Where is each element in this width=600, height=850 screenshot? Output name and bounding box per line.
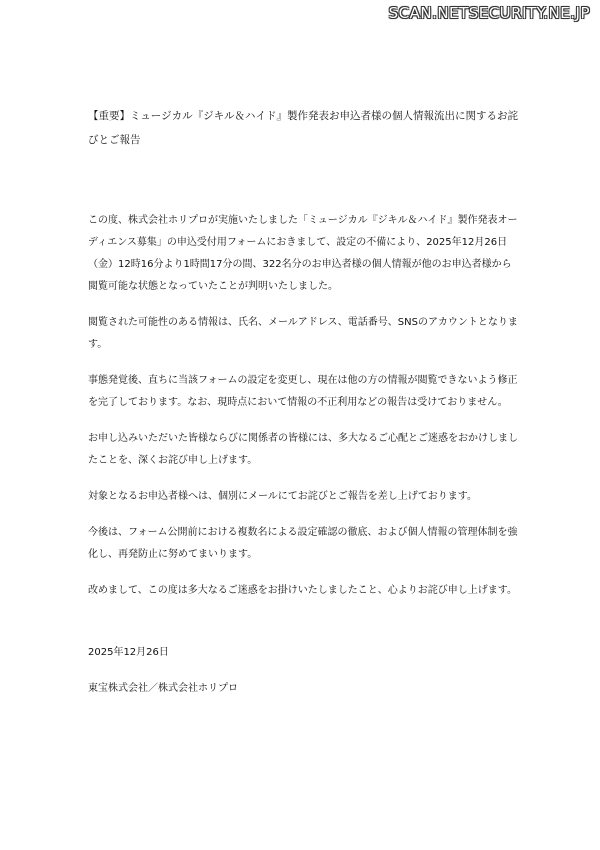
document-body — [88, 210, 518, 602]
paragraph-apology: お申し込みいただいた皆様ならびに関係者の皆様には、多大なるご心配とご迷惑をおかけしましたことを、深くお詫び申し上げます。 — [88, 433, 518, 466]
document-signer: 東宝株式会社／株式会社ホリプロ — [88, 683, 238, 694]
document-date: 2025年12月26日 — [88, 647, 169, 658]
document-title: 【重要】ミュージカル『ジキル＆ハイド』製作発表お申込者様の個人情報流出に関するお詫びとご報告 — [88, 110, 518, 146]
paragraph-prevention: 今後は、フォーム公開前における複数名による設定確認の徹底、および個人情報の管理体制を強化し、再発防止に努めてまいります。 — [88, 527, 518, 560]
paragraph-incident: この度、株式会社ホリプロが実施いたしました「ミュージカル『ジキル＆ハイド』製作発表オーディエンス募集」の申込受付用フォームにおきまして、設定の不備により、2025年12月26日（金）12時16分より1時間17分の間、322名分のお申込者様の個人情報が他のお申込者様から閲覧可能な状態となっていたことが判明いたしました。 — [88, 215, 518, 292]
paragraph-response: 事態発覚後、直ちに当該フォームの設定を変更し、現在は他の方の情報が閲覧できないよう修正を完了しております。なお、現時点において情報の不正利用などの報告は受けておりません。 — [88, 375, 518, 408]
paragraph-notification: 対象となるお申込者様へは、個別にメールにてお詫びとご報告を差し上げております。 — [88, 491, 477, 502]
site-watermark: SCAN.NETSECURITY.NE.JP — [388, 4, 590, 22]
paragraph-closing: 改めまして、この度は多大なるご迷惑をお掛けいたしましたこと、心よりお詫び申し上げます。 — [88, 585, 517, 596]
document-page — [88, 104, 518, 700]
paragraph-exposed-info: 閲覧された可能性のある情報は、氏名、メールアドレス、電話番号、SNSのアカウントとなります。 — [88, 317, 518, 350]
